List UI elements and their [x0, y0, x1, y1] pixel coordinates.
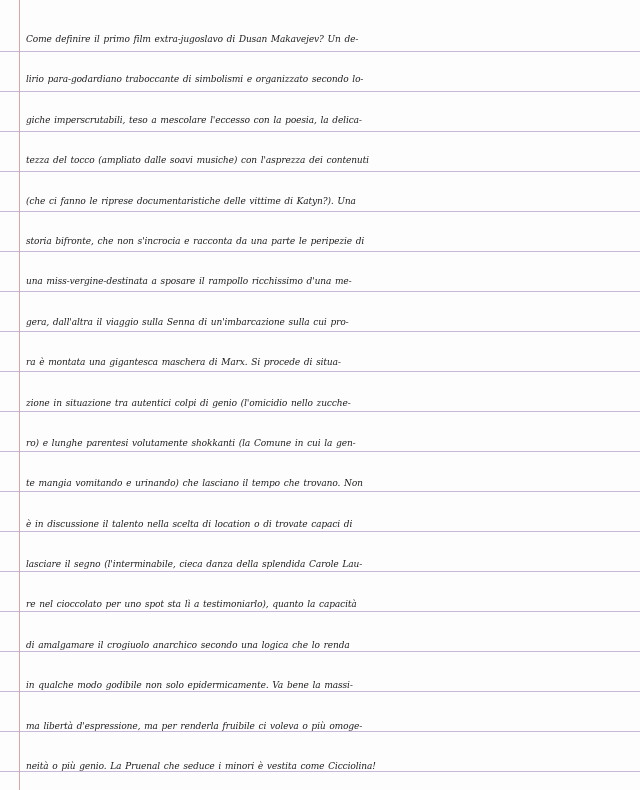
- text-line: di amalgamare il crogiuolo anarchico secondo una logica che lo renda: [26, 640, 350, 651]
- text-line: zione in situazione tra autentici colpi di genio (l'omicidio nello zucche-: [26, 398, 351, 409]
- text-line: ra è montata una gigantesca maschera di Marx. Si procede di situa-: [26, 358, 341, 369]
- text-line: lasciare il segno (l'interminabile, cieca danza della splendida Carole Lau-: [26, 560, 363, 571]
- text-line: ma libertà d'espressione, ma per renderla fruibile ci voleva o più omoge-: [26, 721, 363, 732]
- text-line: in qualche modo godibile non solo epidermicamente. Va bene la massi-: [26, 681, 353, 692]
- text-line: Come definire il primo film extra-jugoslavo di Dusan Makavejev? Un de-: [26, 35, 359, 45]
- text-line: neità o più genio. La Pruenal che seduce i minori è vestita come Cicciolina!: [26, 762, 376, 773]
- text-line: gera, dall'altra il viaggio sulla Senna di un'imbarcazione sulla cui pro-: [26, 317, 349, 328]
- margin-line: [19, 0, 20, 790]
- text-line: lirio para-godardiano traboccante di simbolismi e organizzato secondo lo-: [26, 75, 364, 86]
- handwritten-text: [26, 30, 636, 790]
- text-line: re nel cioccolato per uno spot sta lì a testimoniarlo), quanto la capacità: [26, 600, 357, 611]
- text-line: (che ci fanno le riprese documentaristiche delle vittime di Katyn?). Una: [26, 196, 356, 207]
- text-line: ro) e lunghe parentesi volutamente shokkanti (la Comune in cui la gen-: [26, 438, 356, 449]
- text-line: tezza del tocco (ampliato dalle soavi musiche) con l'asprezza dei contenuti: [26, 156, 369, 167]
- text-line: storia bifronte, che non s'incrocia e racconta da una parte le peripezie di: [26, 236, 365, 247]
- text-line: giche imperscrutabili, teso a mescolare l'eccesso con la poesia, la delica-: [26, 115, 362, 126]
- text-line: te mangia vomitando e urinando) che lasciano il tempo che trovano. Non: [26, 479, 363, 490]
- text-line: è in discussione il talento nella scelta di location o di trovate capaci di: [26, 519, 353, 530]
- text-line: una miss-vergine-destinata a sposare il rampollo ricchissimo d'una me-: [26, 277, 352, 288]
